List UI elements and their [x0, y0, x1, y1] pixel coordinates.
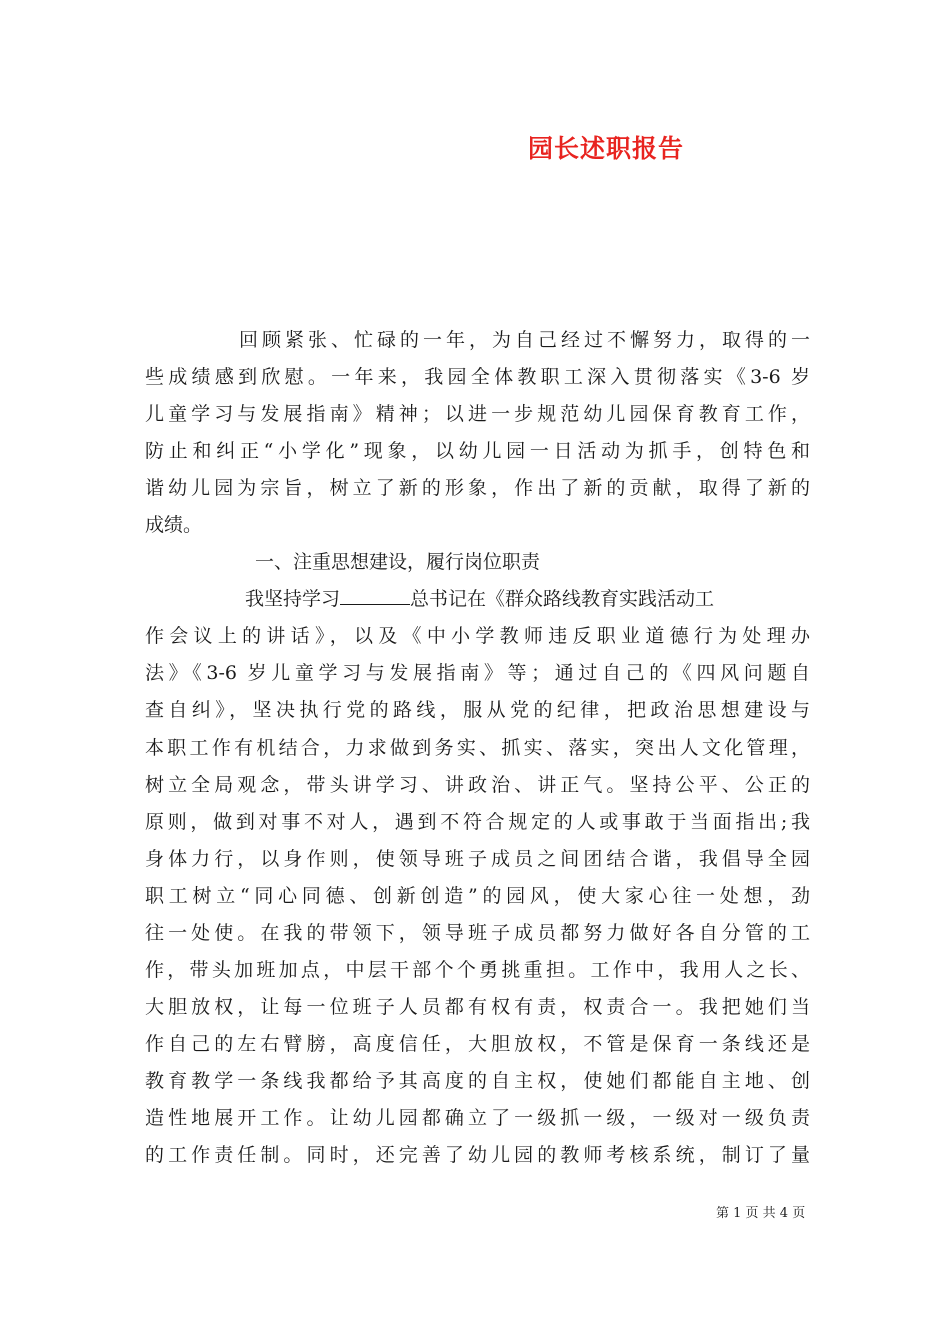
- document-title: 园长述职报告: [528, 134, 685, 163]
- paragraph-line: 身体力行，以身作则，使领导班子成员之间团结合谐，我倡导全园: [145, 847, 810, 870]
- paragraph-fragment: 总书记在《群众路线教育实践活动工: [410, 588, 715, 611]
- paragraph-line: 谐幼儿园为宗旨，树立了新的形象，作出了新的贡献，取得了新的: [145, 477, 810, 500]
- paragraph-line: 儿童学习与发展指南》精神；以进一步规范幼儿园保育教育工作，: [145, 403, 810, 426]
- paragraph-line: 本职工作有机结合，力求做到务实、抓实、落实，突出人文化管理，: [145, 736, 810, 759]
- paragraph-line: 教育教学一条线我都给予其高度的自主权，使她们都能自主地、创: [145, 1069, 810, 1092]
- document-body: [145, 322, 810, 1174]
- paragraph-line: 树立全局观念，带头讲学习、讲政治、讲正气。坚持公平、公正的: [145, 773, 810, 796]
- section-heading: 一、注重思想建设，履行岗位职责: [255, 551, 541, 574]
- paragraph-line: 职工树立“同心同德、创新创造”的园风，使大家心往一处想，劲: [145, 884, 810, 907]
- paragraph-fragment: 我坚持学习: [245, 588, 341, 611]
- paragraph-line: 防止和纠正“小学化”现象，以幼儿园一日活动为抓手，创特色和: [145, 440, 810, 463]
- paragraph-line: 大胆放权，让每一位班子人员都有权有责，权责合一。我把她们当: [145, 995, 810, 1018]
- paragraph-line: 往一处使。在我的带领下，领导班子成员都努力做好各自分管的工: [145, 921, 810, 944]
- paragraph-line: 些成绩感到欣慰。一年来，我园全体教职工深入贯彻落实《3-6 岁: [145, 366, 810, 389]
- paragraph-line: 法》《3-6 岁儿童学习与发展指南》等；通过自己的《四风问题自: [145, 662, 810, 685]
- paragraph-line: 成绩。: [145, 514, 203, 537]
- paragraph-line-with-blank: [145, 581, 810, 618]
- paragraph-line: 的工作责任制。同时，还完善了幼儿园的教师考核系统，制订了量: [145, 1144, 810, 1167]
- paragraph-line: 查自纠》，坚决执行党的路线，服从党的纪律，把政治思想建设与: [145, 699, 810, 722]
- paragraph-line: 作会议上的讲话》，以及《中小学教师违反职业道德行为处理办: [145, 625, 810, 648]
- paragraph-line: 原则，做到对事不对人，遇到不符合规定的人或事敢于当面指出;我: [145, 810, 810, 833]
- page-footer: 第 1 页 共 4 页: [716, 1206, 806, 1221]
- paragraph-line: 作，带头加班加点，中层干部个个勇挑重担。工作中，我用人之长、: [145, 958, 810, 981]
- blank-underline: [340, 586, 410, 605]
- paragraph-line: 回顾紧张、忙碌的一年，为自己经过不懈努力，取得的一: [239, 329, 810, 351]
- paragraph-line: 作自己的左右臂膀，高度信任，大胆放权，不管是保育一条线还是: [145, 1032, 810, 1055]
- paragraph-line: 造性地展开工作。让幼儿园都确立了一级抓一级，一级对一级负责: [145, 1106, 810, 1129]
